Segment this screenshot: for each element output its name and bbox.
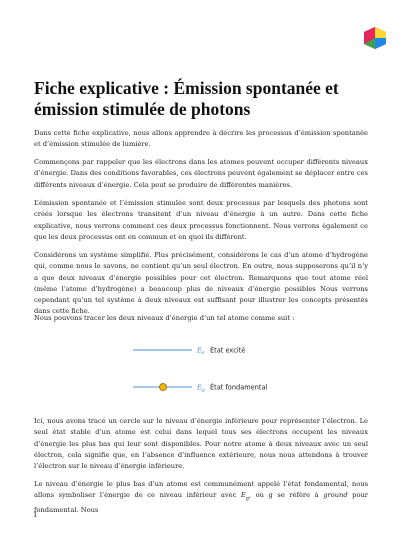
paragraph-processes: L’émission spontanée et l’émission stimulée sont deux processus par lesquels des photons sont créés lorsque les électrons transitent d’un niveau d’énergie à un autre. Dans cette fiche explicative, nous verrons comment ces deux processus fonctionnent. Nous verrons également ce que les deux processus ont en commun et en quoi ils diffèrent. [34,199,368,241]
paragraph-ground-state: Le niveau d’énergie le plus bas d’un atome est communément appelé l’état fondamental, nous allons symboliser l’énergie de ce niveau inférieur avec $E_g$, où g se réfère à ground pour fondamental. Nous [34,480,368,514]
energy-level-diagram [0,340,400,400]
paragraph-intro: Dans cette fiche explicative, nous allons apprendre à décrire les processus d’émission spontanée et d’émission stimulée de lumière. [34,129,368,149]
paragraph-electron-circle: Ici, nous avons tracé un cercle sur le niveau d’énergie inférieure pour représenter l’électron. Le seul état stable d’un atome est celui dans lequel tous ses électrons occupent les niveaux d’énergie les plus bas qui leur sont disponibles. Pour notre atome à deux niveaux avec un seul électron, cela signifie que, en l’absence d’influence extérieure, nous nous attendons à trouver l’électron sur le niveau d’énergie inférieure. [34,417,368,471]
ground-level-label: État fondamental [210,383,268,392]
ground-energy-symbol: E [240,491,246,500]
excited-level-symbol: $E_e$ [197,346,205,356]
page-title: Fiche explicative : Émission spontanée et émission stimulée de photons [34,78,339,119]
excited-level-label: État excité [210,346,246,355]
logo-icon [364,27,386,49]
paragraph-energy-levels: Commençons par rappeler que les électrons dans les atomes peuvent occuper différents niveaux d’énergie. Dans des conditions favorables, ces électrons peuvent également se déplacer entre ces différents niveaux d’énergie. Cela peut se produire de différentes manières. [34,158,368,189]
ground-level-symbol: $E_g$ [197,383,205,393]
paragraph-diagram-intro: Nous pouvons tracer les deux niveaux d’énergie d’un tel atome comme suit : [34,314,295,322]
paragraph-simplified-system: Considérons un système simplifié. Plus précisément, considérons le cas d’un atome d’hydrogène qui, comme nous le savons, ne contient qu’un seul électron. En outre, nous supposerons qu’il n’y a que deux niveaux d’énergie possibles pour cet électron. Remarquons que tout atome réel (même l’atome d’hydrogène) a beaucoup plus de niveaux d’énergie possibles Nous verrons cependant qu’un tel système à deux niveaux est suffisant pour illustrer les concepts présentés dans cette fiche. [34,251,368,316]
page-number: 1 [33,511,38,519]
ground-emphasis: ground [323,491,348,500]
electron-marker [160,384,167,391]
